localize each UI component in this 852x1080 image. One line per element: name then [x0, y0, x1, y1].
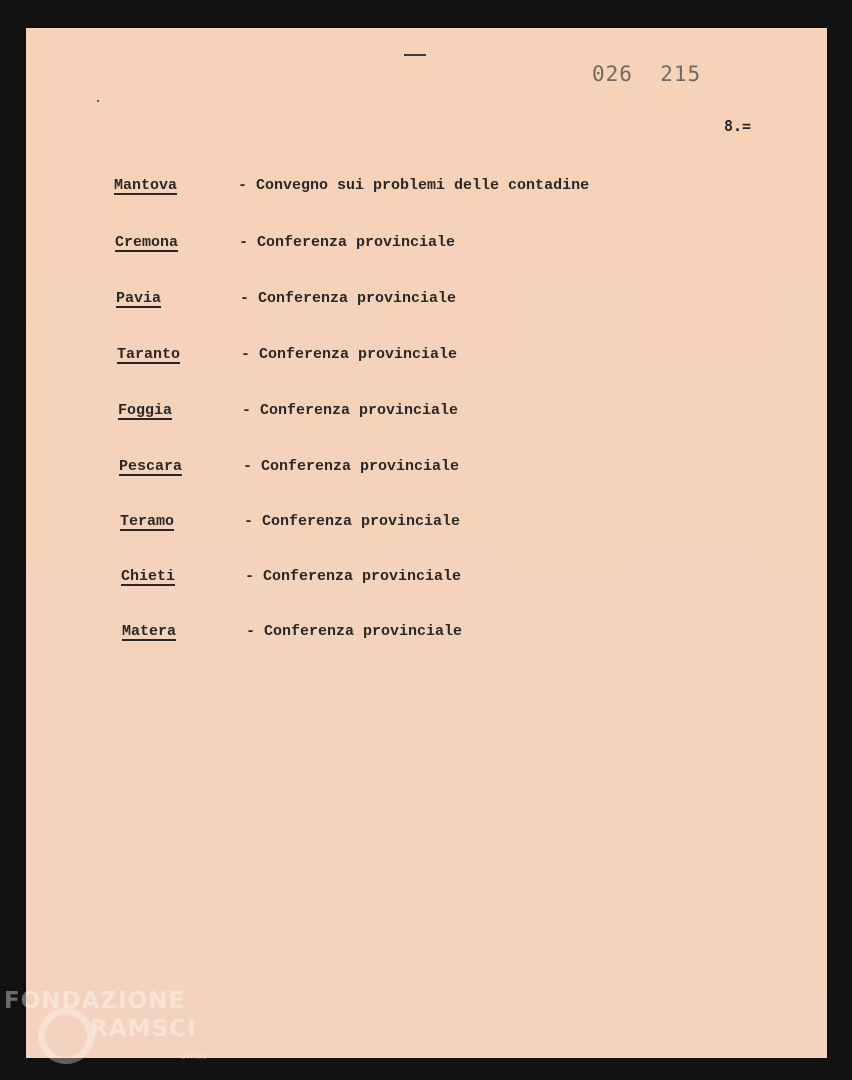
- dash: -: [238, 177, 248, 194]
- entry-description: Conferenza provinciale: [262, 513, 461, 530]
- entry-description-wrap: [240, 290, 456, 307]
- city-name: Matera: [122, 623, 177, 640]
- entry-description-wrap: [239, 234, 455, 251]
- entry-list: [26, 28, 827, 1058]
- city-name: Pescara: [119, 458, 183, 475]
- entry-description-wrap: [245, 568, 461, 585]
- city-name: Foggia: [118, 402, 173, 419]
- dash: -: [240, 290, 250, 307]
- dash: -: [241, 346, 251, 363]
- dash: -: [242, 402, 252, 419]
- page-number: 8.=: [724, 117, 752, 135]
- entry-description: Convegno sui problemi delle contadine: [256, 177, 590, 194]
- city-name: Cremona: [115, 234, 179, 251]
- entry-description: Conferenza provinciale: [263, 568, 462, 585]
- dash: -: [246, 623, 256, 640]
- fondazione-gramsci-watermark: [4, 988, 214, 1078]
- dash: -: [239, 234, 249, 251]
- entry-description: Conferenza provinciale: [260, 402, 459, 419]
- city-name: Taranto: [117, 346, 181, 363]
- entry-description-wrap: [246, 623, 462, 640]
- entry-description-wrap: [244, 513, 460, 530]
- entry-description-wrap: [238, 177, 589, 194]
- watermark-line2: RAMSCI: [90, 1016, 197, 1042]
- document-page: [26, 28, 827, 1058]
- watermark-suffix: onlus: [180, 1051, 207, 1062]
- entry-description-wrap: [241, 346, 457, 363]
- entry-description: Conferenza provinciale: [258, 290, 457, 307]
- archive-number-stamp: 026 215: [592, 62, 702, 86]
- city-name: Teramo: [120, 513, 175, 530]
- entry-description: Conferenza provinciale: [261, 458, 460, 475]
- watermark-line1: FONDAZIONE: [4, 988, 186, 1014]
- watermark-g-logo-icon: [38, 1008, 94, 1064]
- entry-description-wrap: [242, 402, 458, 419]
- city-name: Chieti: [121, 568, 176, 585]
- entry-description: Conferenza provinciale: [257, 234, 456, 251]
- entry-description: Conferenza provinciale: [259, 346, 458, 363]
- entry-description-wrap: [243, 458, 459, 475]
- city-name: Pavia: [116, 290, 162, 307]
- dash: -: [243, 458, 253, 475]
- city-name: Mantova: [114, 177, 178, 194]
- dash: -: [244, 513, 254, 530]
- dash: -: [245, 568, 255, 585]
- entry-description: Conferenza provinciale: [264, 623, 463, 640]
